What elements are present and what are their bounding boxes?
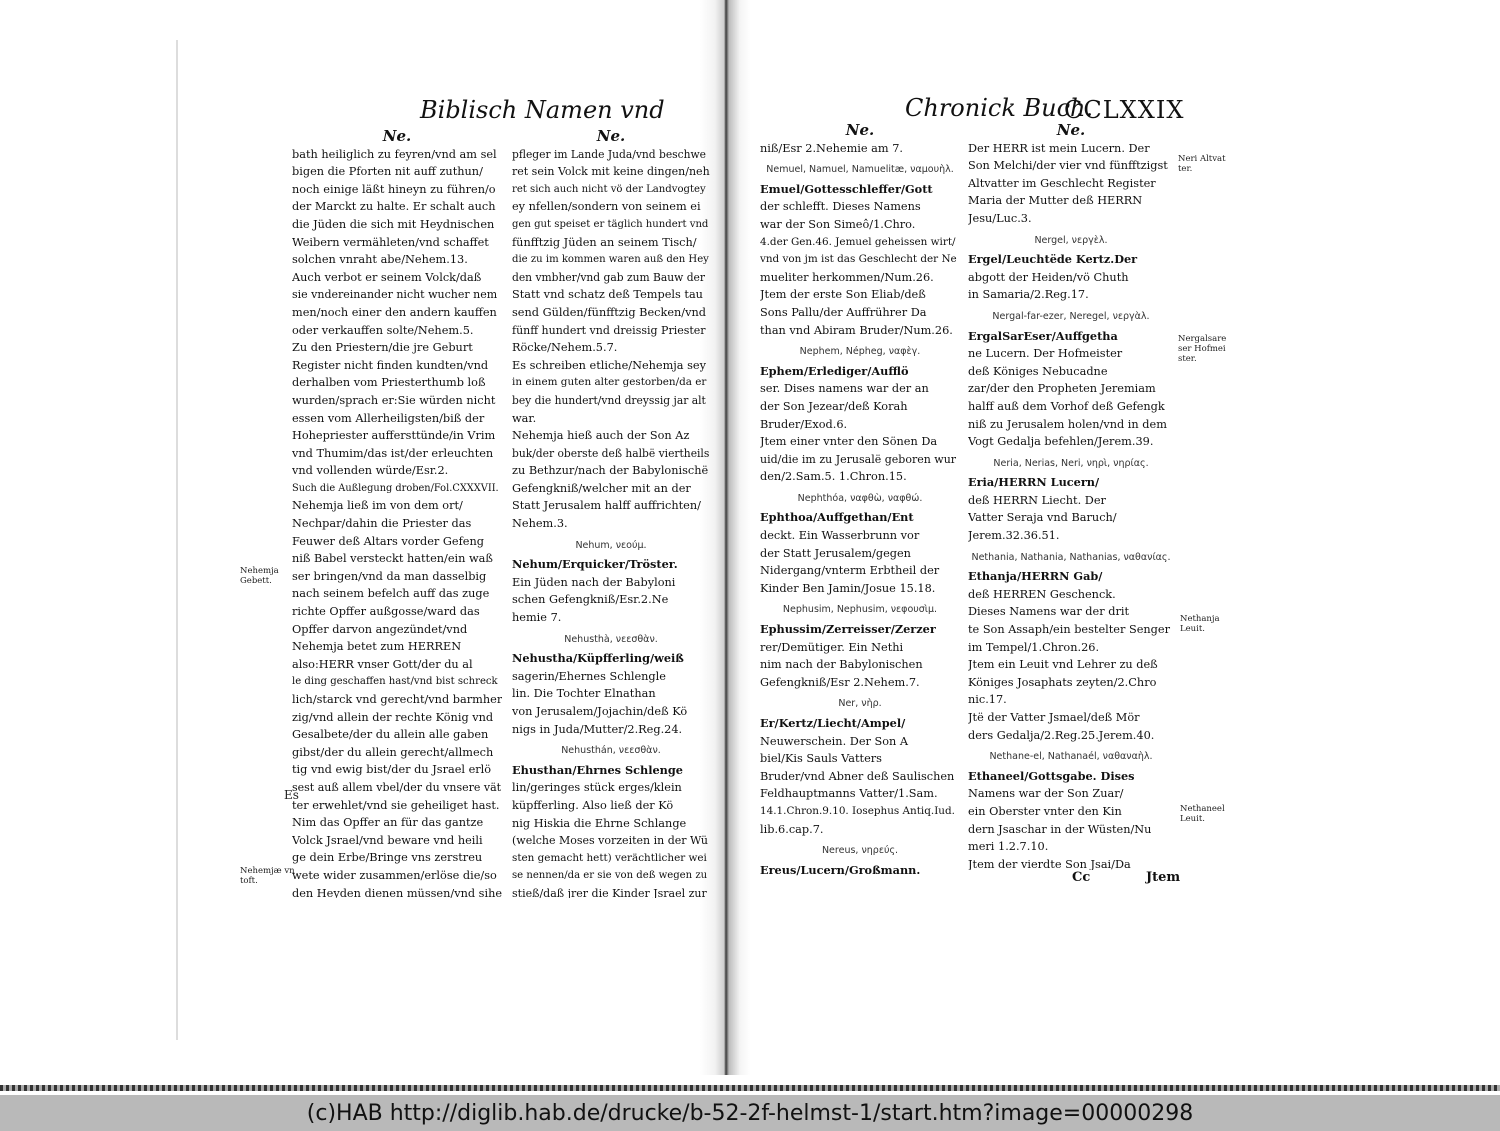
text-line: lib.6.cap.7. (760, 822, 824, 836)
margin-note: Nehemja Gebett. (240, 566, 279, 586)
folio-number: CCLXXIX (1064, 96, 1185, 124)
text-line: ret sein Volck mit keine dingen/neh (512, 165, 710, 179)
text-line: die Jüden die sich mit Heydnischen (292, 217, 495, 231)
text-line: war. (512, 411, 537, 425)
text-line: Hohepriester auffersttünde/in Vrim (292, 429, 496, 443)
text-line: niß zu Jerusalem holen/vnd in dem (968, 417, 1167, 431)
text-line: bath heiliglich zu feyren/vnd am sel (292, 147, 497, 161)
text-line: men/noch einer den andern kauffen (292, 305, 497, 319)
entry-lemma: Nephusim, Nephusim, νεφουσὶμ. (782, 604, 938, 616)
text-line: richte Opffer außgosse/ward das (292, 605, 480, 619)
text-line: also:HERR vnser Gott/der du al (292, 657, 473, 671)
entry-first-line: Ephem/Erlediger/Aufflö (760, 363, 909, 378)
entry-lemma: Nephem, Népheg, ναφὲγ. (799, 346, 921, 358)
entry-first-line: Ergel/Leuchtëde Kertz.Der (968, 252, 1138, 267)
text-line (760, 879, 960, 882)
text-line: Opffer darvon angezündet/vnd (292, 622, 468, 636)
text-line: Gesalbete/der du allein alle gaben (292, 728, 489, 742)
text-line: halff auß dem Vorhof deß Gefengk (968, 399, 1165, 413)
text-line: send Gülden/fünfftzig Becken/vnd (512, 305, 706, 319)
entry-lemma: Nereus, νηρεύς. (821, 845, 899, 857)
text-line: nic.17. (968, 693, 1007, 707)
text-line: derhalben vom Priesterthumb loß (292, 376, 486, 390)
text-line: ne Lucern. Der Hofmeister (968, 347, 1123, 361)
text-line: Gefengkniß/Esr 2.Nehem.7. (760, 675, 920, 689)
text-line: Jerem.32.36.51. (968, 529, 1060, 543)
column-head: Ne. (382, 128, 412, 145)
entry-lemma: Nehum, νεούμ. (575, 539, 647, 551)
text-line: fünff hundert vnd dreissig Priester (512, 323, 706, 337)
text-line: zu Bethzur/nach der Babylonischë (512, 464, 709, 478)
text-line: deß HERREN Geschenck. (968, 587, 1116, 601)
text-line: Ein Jüden nach der Babyloni (512, 575, 676, 589)
left-page-edge (176, 40, 178, 1040)
text-line: nigs in Juda/Mutter/2.Reg.24. (512, 722, 683, 736)
entry-lemma: Neria, Nerias, Neri, νηρὶ, νηρίας. (993, 457, 1149, 469)
text-line: rer/Demütiger. Ein Nethi (760, 640, 904, 654)
catchword: Jtem (1146, 870, 1181, 885)
text-line: der schlefft. Dieses Namens (760, 200, 921, 214)
text-line: niß Babel versteckt hatten/ein waß (292, 552, 493, 566)
text-line: ret sich auch nicht vö der Landvogtey (512, 183, 706, 195)
text-line: Son Melchi/der vier vnd fünfftzigst (968, 159, 1168, 173)
entry-lemma: Ner, νὴρ. (838, 698, 882, 710)
text-line: ders Gedalja/2.Reg.25.Jerem.40. (968, 728, 1155, 742)
entry-lemma: Nehusthà, νεεσθὰν. (564, 633, 658, 645)
right-page-column-1 (760, 122, 960, 882)
text-line: im Tempel/1.Chron.26. (968, 640, 1100, 654)
text-line: den/2.Sam.5. 1.Chron.15. (760, 470, 907, 484)
entry-lemma: Nethania, Nathania, Nathanias, ναθανίας. (971, 551, 1171, 563)
text-line: hemie 7. (512, 611, 562, 625)
text-line: biel/Kis Sauls Vatters (760, 752, 882, 766)
text-line: Maria der Mutter deß HERRN (968, 194, 1143, 208)
text-line: der Statt Jerusalem/gegen (760, 546, 911, 560)
text-line: sest auß allem vbel/der du vnsere vät (292, 780, 502, 794)
text-line: tig vnd ewig bist/der du Jsrael erlö (292, 763, 492, 777)
text-line: nim nach der Babylonischen (760, 658, 923, 672)
text-line: Nehemja hieß auch der Son Az (512, 429, 690, 443)
text-line: noch einige läßt hineyn zu führen/o (292, 182, 496, 196)
text-line: Sons Pallu/der Auffrührer Da (760, 305, 927, 319)
text-line: ter erwehlet/vnd sie geheiliget hast. (292, 798, 500, 812)
text-line: meri 1.2.7.10. (968, 840, 1049, 854)
text-line: Statt Jerusalem halff auffrichten/ (512, 499, 701, 513)
text-line: den vmbher/vnd gab zum Bauw der (512, 270, 705, 284)
margin-note: Nethanja Leuit. (1180, 614, 1220, 634)
text-line: Bruder/Exod.6. (760, 417, 848, 431)
continued-line: niß/Esr 2.Nehemie am 7. (760, 141, 904, 155)
column-head: Ne. (596, 128, 626, 145)
text-line: deckt. Ein Wasserbrunn vor (760, 529, 920, 543)
text-line: Nim das Opffer an für das gantze (292, 816, 484, 830)
entry-first-line: Ephussim/Zerreisser/Zerzer (760, 622, 936, 637)
text-line: Vatter Seraja vnd Baruch/ (968, 511, 1117, 525)
text-line: ser bringen/vnd da man dasselbig (292, 569, 487, 583)
text-line: gen gut speiset er täglich hundert vnd (512, 218, 709, 230)
text-line: zar/der den Propheten Jeremiam (968, 382, 1156, 396)
text-line: pfleger im Lande Juda/vnd beschwe (512, 147, 706, 161)
text-line: vnd vollenden würde/Esr.2. (292, 464, 449, 478)
text-line: ge dein Erbe/Bringe vns zerstreu (292, 851, 483, 865)
column-head: Ne. (845, 122, 875, 139)
text-line: Feldhauptmanns Vatter/1.Sam. (760, 787, 938, 801)
text-line: Jtem der erste Son Eliab/deß (760, 288, 926, 302)
entry-first-line: Ehusthan/Ehrnes Schlenge (512, 762, 683, 777)
entry-first-line: Nehum/Erquicker/Tröster. (512, 557, 678, 572)
text-line: 4.der Gen.46. Jemuel geheissen wirt/ (760, 235, 956, 248)
text-line: bigen die Pforten nit auff zuthun/ (292, 165, 483, 179)
text-line: war der Son Simeô/1.Chro. (760, 217, 916, 231)
text-line: nach seinem befelch auff das zuge (292, 587, 490, 601)
text-line: Statt vnd schatz deß Tempels tau (512, 288, 703, 302)
text-line: Neuwerschein. Der Son A (760, 734, 909, 748)
text-line: nig Hiskia die Ehrne Schlange (512, 816, 687, 830)
text-line: lich/starck vnd gerecht/vnd barmher (292, 693, 502, 706)
text-line: te Son Assaph/ein bestelter Senger (968, 623, 1170, 637)
text-line: Nehem.3. (512, 517, 568, 531)
text-line: Feuwer deß Altars vorder Gefeng (292, 534, 484, 548)
text-line: Nechpar/dahin die Priester das (292, 517, 472, 531)
text-line: wurden/sprach er:Sie würden nicht (292, 393, 496, 407)
text-line: se nennen/da er sie von deß wegen zu (512, 870, 708, 882)
text-line: ey nfellen/sondern von seinem ei (512, 200, 701, 214)
text-line: schen Gefengkniß/Esr.2.Ne (512, 593, 669, 607)
text-line: ser. Dises namens war der an (760, 382, 929, 396)
text-line: in Samaria/2.Reg.17. (968, 288, 1089, 302)
text-line: lin/geringes stück erges/klein (512, 781, 682, 795)
column-head: Ne. (1056, 122, 1086, 139)
text-line: Namens war der Son Zuar/ (968, 787, 1124, 801)
text-line: küpfferling. Also ließ der Kö (512, 798, 674, 812)
copyright-footer: (c)HAB http://diglib.hab.de/drucke/b-52-2f-helmst-1/start.htm?image=00000298 (0, 1095, 1500, 1131)
text-line: Gefengkniß/welcher mit an der (512, 481, 691, 495)
text-line: wete wider zusammen/erlöse die/so (292, 868, 497, 882)
text-line: le ding geschaffen hast/vnd bist schreck (292, 676, 498, 688)
text-line: den Heyden dienen müssen/vnd sihe (292, 886, 502, 898)
left-running-head: Biblisch Namen vnd (420, 96, 665, 124)
entry-first-line: Ereus/Lucern/Großmann. (760, 862, 921, 877)
margin-note: Neri Altvat ter. (1178, 154, 1226, 174)
right-running-head: Chronick Buch. (905, 94, 1094, 122)
text-line: Jtë der Vatter Jsmael/deß Mör (968, 711, 1140, 724)
entry-first-line: ErgalSarEser/Auffgetha (968, 328, 1118, 343)
text-line: der Marckt zu halte. Er schalt auch (292, 200, 496, 214)
text-line: fünfftzig Jüden an seinem Tisch/ (512, 235, 697, 249)
text-line: Register nicht finden kundten/vnd (292, 358, 489, 372)
text-line: sten gemacht hett) verächtlicher wei (512, 851, 707, 864)
text-line: 14.1.Chron.9.10. Iosephus Antiq.Iud. (760, 804, 955, 817)
text-line: sie vndereinander nicht wucher nem (292, 288, 498, 302)
text-line: deß Königes Nebucadne (968, 364, 1108, 378)
text-line: lin. Die Tochter Elnathan (512, 687, 656, 701)
text-line: Dieses Namens war der drit (968, 605, 1129, 619)
text-line: Jtem der vierdte Son Jsai/Da (968, 857, 1131, 870)
margin-note: Nehemjæ vn toft. (240, 866, 295, 886)
text-line: vnd von jm ist das Geschlecht der Ne (760, 253, 957, 266)
text-line: Nehemja ließ im von dem ort/ (292, 499, 463, 513)
text-line: Jtem einer vnter den Sönen Da (760, 435, 938, 449)
text-line: Nehemja betet zum HERREN (292, 640, 462, 654)
entry-lemma: Nergel, νεργὲλ. (1034, 234, 1108, 246)
signature-mark: Cc (1072, 870, 1091, 885)
text-line: Volck Jsrael/vnd beware vnd heili (292, 833, 483, 847)
text-line: Zu den Priestern/die jre Geburt (292, 341, 473, 355)
entry-lemma: Nemuel, Namuel, Namuelitæ, ναμουὴλ. (766, 164, 954, 176)
text-line: deß HERRN Liecht. Der (968, 493, 1106, 507)
text-line: Königes Josaphats zeyten/2.Chro (968, 675, 1157, 689)
text-line: buk/der oberste deß halbë viertheils (512, 446, 710, 460)
margin-note: Nethaneel Leuit. (1180, 804, 1225, 824)
entry-first-line: Nehustha/Küpfferling/weiß (512, 651, 684, 666)
right-page-column-2 (968, 122, 1174, 870)
left-page-column-1 (292, 128, 502, 898)
margin-note: Nergalsare ser Hofmei ster. (1178, 334, 1227, 364)
text-line: oder verkauffen solte/Nehem.5. (292, 323, 474, 337)
text-line: Der HERR ist mein Lucern. Der (968, 141, 1150, 155)
entry-lemma: Nethane-el, Nathanaél, ναθαναὴλ. (989, 751, 1153, 763)
entry-first-line: Ethanja/HERRN Gab/ (968, 569, 1103, 584)
text-line: zig/vnd allein der rechte König vnd (292, 710, 494, 724)
text-line: mueliter herkommen/Num.26. (760, 270, 934, 284)
entry-first-line: Ethaneel/Gottsgabe. Dises (968, 768, 1135, 783)
left-page-column-2 (512, 128, 710, 898)
text-line: von Jerusalem/Jojachin/deß Kö (512, 705, 688, 718)
text-line: Vogt Gedalja befehlen/Jerem.39. (968, 435, 1154, 449)
scan-bottom-edge (0, 1085, 1500, 1091)
entry-lemma: Nephthóa, ναφθὼ, ναφθώ. (797, 492, 923, 504)
text-line: Jtem ein Leuit vnd Lehrer zu deß (968, 658, 1158, 672)
text-line: vnd Thumim/das ist/der erleuchten (292, 446, 494, 460)
text-line: Es schreiben etliche/Nehemja sey (512, 358, 706, 372)
text-line: Nidergang/vnterm Erbtheil der (760, 564, 940, 578)
text-line: bey die hundert/vnd dreyssig jar alt (512, 393, 706, 407)
text-line: sagerin/Ehernes Schlengle (512, 669, 666, 683)
entry-first-line: Ephthoa/Auffgethan/Ent (760, 510, 914, 525)
entry-first-line: Er/Kertz/Liecht/Ampel/ (760, 716, 906, 730)
text-line: stieß/daß jrer die Kinder Jsrael zur (512, 886, 707, 898)
text-line: gibst/der du allein gerecht/allmech (292, 745, 494, 759)
margin-note: Es (284, 788, 299, 802)
text-line: solchen vnraht abe/Nehem.13. (292, 253, 468, 267)
entry-first-line: Eria/HERRN Lucern/ (968, 475, 1100, 490)
text-line: (welche Moses vorzeiten in der Wü (512, 834, 708, 848)
text-line: Bruder/vnd Abner deß Saulischen (760, 769, 955, 783)
text-line: in einem guten alter gestorben/da er (512, 376, 707, 389)
text-line: ein Oberster vnter den Kin (968, 804, 1122, 818)
text-line: Röcke/Nehem.5.7. (512, 341, 618, 355)
text-line: abgott der Heiden/vö Chuth (968, 270, 1129, 284)
text-line: Auch verbot er seinem Volck/daß (292, 270, 482, 284)
text-line: Kinder Ben Jamin/Josue 15.18. (760, 581, 936, 595)
text-line: than vnd Abiram Bruder/Num.26. (760, 323, 953, 337)
text-line: Weibern vermähleten/vnd schaffet (292, 235, 489, 249)
text-line: essen vom Allerheiligsten/biß der (292, 411, 485, 425)
text-line: uid/die im zu Jerusalë geboren wur (760, 452, 957, 466)
entry-first-line: Emuel/Gottesschleffer/Gott (760, 181, 933, 196)
entry-lemma: Nergal-far-ezer, Neregel, νεργὰλ. (992, 310, 1150, 322)
text-line: Jesu/Luc.3. (968, 211, 1032, 225)
text-line: Altvatter im Geschlecht Register (968, 176, 1156, 190)
text-line: dern Jsaschar in der Wüsten/Nu (968, 822, 1152, 836)
text-line: der Son Jezear/deß Korah (760, 399, 908, 413)
entry-lemma: Nehusthán, νεεσθὰν. (561, 745, 661, 757)
text-line: Such die Außlegung droben/Fol.CXXXVII. (292, 482, 499, 494)
text-line: die zu im kommen waren auß den Hey (512, 254, 709, 266)
